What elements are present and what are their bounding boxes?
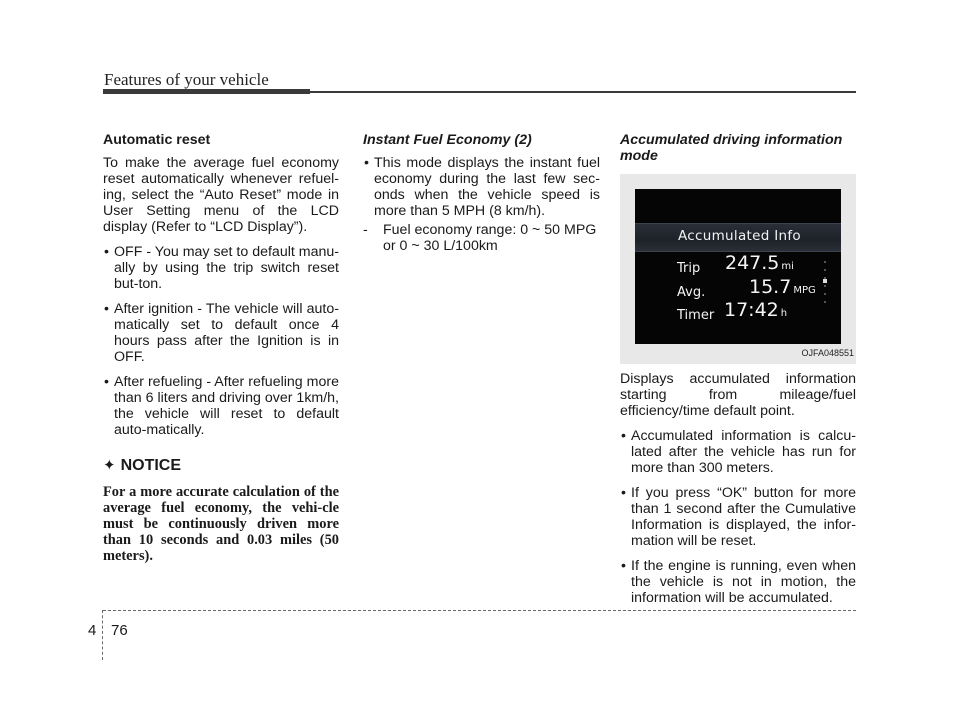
accumulated-info-heading: Accumulated driving information mode xyxy=(620,132,843,164)
lcd-title-bar xyxy=(635,223,841,252)
avg-value-group xyxy=(749,276,816,299)
column-instant-fuel-economy xyxy=(363,132,600,254)
list-item: • After ignition - The vehicle will auto-matically set to default once 4 hours pass after the Ignition is in OFF. xyxy=(103,301,339,365)
avg-value: 15.7 xyxy=(749,276,792,298)
instant-fuel-economy-heading: Instant Fuel Economy (2) xyxy=(363,132,532,148)
timer-value-group xyxy=(724,299,788,322)
footer-rule xyxy=(103,610,856,611)
trip-value: 247.5 xyxy=(725,252,780,274)
lcd-display xyxy=(635,189,841,344)
list-item: • Accumulated information is calcu-lated after the vehicle has run for more than 300 meters. xyxy=(620,428,856,476)
list-item: • OFF - You may set to default manu-ally by using the trip switch reset but-ton. xyxy=(103,244,339,292)
dash-marker: - xyxy=(363,222,368,238)
automatic-reset-heading: Automatic reset xyxy=(103,132,211,148)
list-item: • If you press “OK” button for more than 1 second after the Cumulative Information is displayed, the infor-mation will be reset. xyxy=(620,485,856,549)
column-automatic-reset xyxy=(103,132,339,564)
timer-label: Timer xyxy=(677,308,715,323)
trip-unit: mi xyxy=(781,261,794,272)
fuel-economy-range-text: Fuel economy range: 0 ~ 50 MPG or 0 ~ 30 L/100km xyxy=(383,222,597,254)
header-rule-thin xyxy=(310,91,856,93)
instant-fuel-economy-list xyxy=(363,155,600,219)
automatic-reset-intro: To make the average fuel economy reset automatically whenever refuel-ing, select the “Auto Reset” mode in User Setting menu of the LCD display (Refer to “LCD Display”). xyxy=(103,155,339,235)
column-accumulated-info xyxy=(620,132,856,606)
header-rule-thick xyxy=(103,89,310,94)
avg-label: Avg. xyxy=(677,285,706,300)
figure-code: OJFA048551 xyxy=(801,348,854,358)
automatic-reset-options xyxy=(103,244,339,438)
notice-body: For a more accurate calculation of the average fuel economy, the vehi-cle must be continuously driven more than 10 seconds and 0.03 miles (50 meters). xyxy=(103,484,339,564)
timer-value: 17:42 xyxy=(724,299,779,321)
notice-heading xyxy=(103,458,339,474)
lcd-figure xyxy=(620,174,856,364)
list-item: • After refueling - After refueling more than 6 liters and driving over 1km/h, the vehicle will reset to default auto-matically. xyxy=(103,374,339,438)
notice-icon: ✦ xyxy=(103,457,116,474)
trip-value-group xyxy=(725,252,794,275)
timer-unit: h xyxy=(780,308,788,319)
notice-title: NOTICE xyxy=(120,457,182,474)
scroll-position-marker xyxy=(823,279,827,283)
trip-label: Trip xyxy=(677,261,701,276)
section-title: Features of your vehicle xyxy=(104,70,269,89)
lcd-title: Accumulated Info xyxy=(678,228,801,244)
scroll-indicator xyxy=(823,261,827,309)
page-number: 76 xyxy=(111,622,128,639)
fuel-economy-range xyxy=(363,222,600,254)
footer-divider xyxy=(102,610,103,660)
accumulated-info-intro: Displays accumulated information starting from mileage/fuel efficiency/time default point. xyxy=(620,371,856,419)
accumulated-info-list xyxy=(620,428,856,606)
list-item: • If the engine is running, even when the vehicle is not in motion, the information will be accumulated. xyxy=(620,558,856,606)
list-item: • This mode displays the instant fuel economy during the last few sec-onds when the vehicle speed is more than 5 MPH (8 km/h). xyxy=(363,155,600,219)
avg-unit: MPG xyxy=(793,285,816,296)
chapter-number: 4 xyxy=(88,622,97,639)
